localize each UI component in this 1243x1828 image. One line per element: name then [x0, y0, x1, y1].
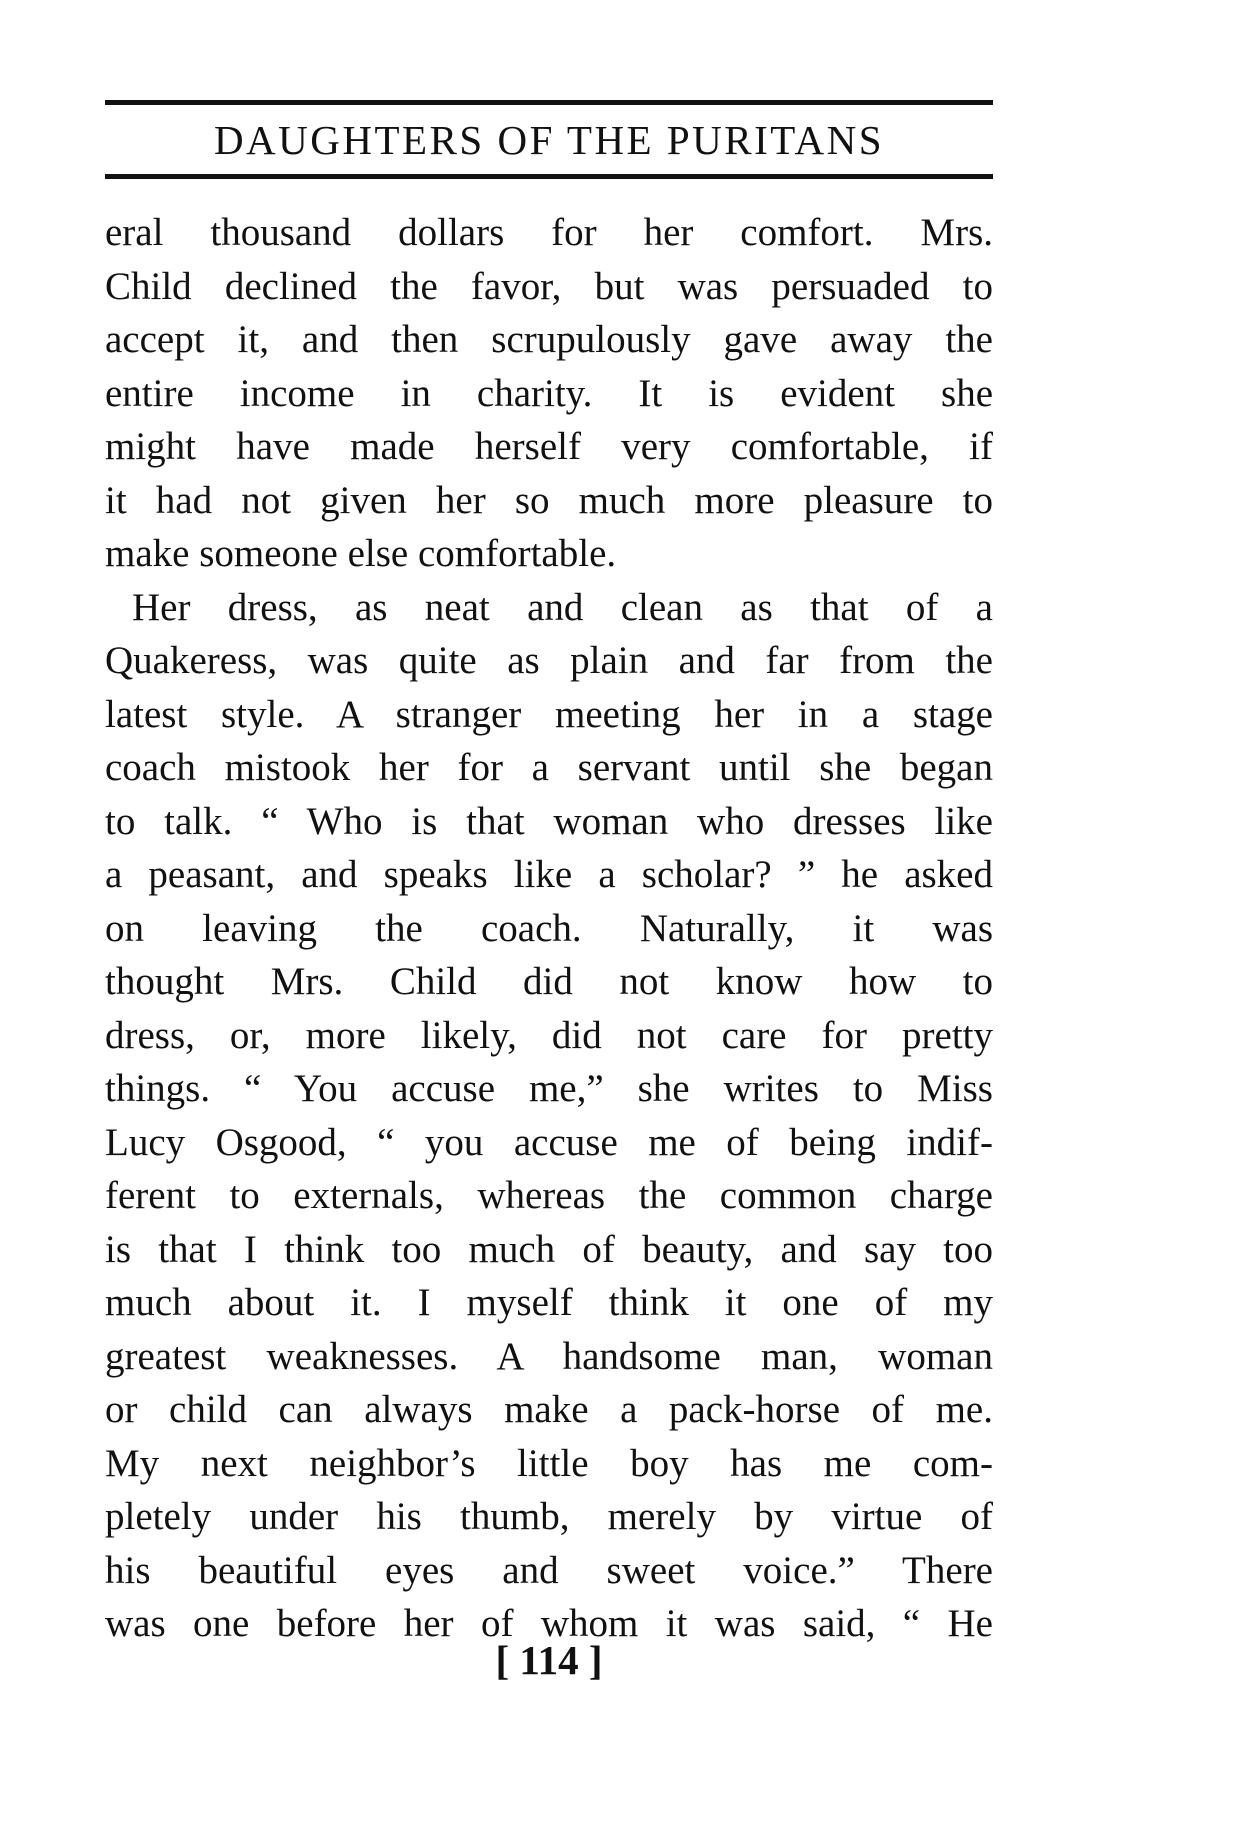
text-line: make someone else comfortable.: [105, 532, 617, 575]
body-text: [105, 206, 993, 1651]
text-line: Quakeress, was quite as plain and far from the: [105, 639, 993, 682]
text-line: might have made herself very comfortable, if: [105, 425, 993, 468]
text-line: on leaving the coach. Naturally, it was: [105, 906, 993, 950]
text-line: it had not given her so much more pleasure to: [105, 478, 993, 522]
text-line: Her dress, as neat and clean as that of a: [132, 585, 993, 629]
running-head: DAUGHTERS OF THE PURITANS: [213, 117, 885, 163]
text-line: Child declined the favor, but was persuaded to: [105, 264, 993, 308]
text-line: was one before her of whom it was said, “ He: [105, 1602, 993, 1645]
text-line: eral thousand dollars for her comfort. Mrs.: [105, 211, 993, 254]
page-number: [ 114 ]: [495, 1637, 603, 1683]
paragraph-2: [105, 581, 993, 1651]
text-line: or child can always make a pack-horse of me.: [105, 1388, 993, 1431]
text-line: thought Mrs. Child did not know how to: [105, 960, 993, 1003]
text-line: his beautiful eyes and sweet voice.” There: [105, 1548, 993, 1592]
text-line: coach mistook her for a servant until she began: [105, 746, 993, 789]
text-line: things. “ You accuse me,” she writes to Miss: [105, 1067, 993, 1110]
text-line: My next neighbor’s little boy has me com-: [105, 1441, 993, 1485]
text-line: much about it. I myself think it one of my: [105, 1281, 993, 1324]
text-line: Lucy Osgood, “ you accuse me of being indif-: [105, 1120, 993, 1164]
paragraph-1: [105, 206, 993, 581]
text-line: latest style. A stranger meeting her in a stage: [105, 692, 993, 736]
text-line: ferent to externals, whereas the common charge: [105, 1174, 993, 1217]
text-line: dress, or, more likely, did not care for pretty: [105, 1013, 993, 1057]
text-line: entire income in charity. It is evident she: [105, 371, 993, 415]
header-rule-bottom: [105, 174, 993, 179]
text-line: to talk. “ Who is that woman who dresses like: [105, 799, 993, 843]
text-line: a peasant, and speaks like a scholar? ” he asked: [105, 853, 993, 896]
header-rule-top: [105, 100, 993, 105]
text-line: pletely under his thumb, merely by virtue of: [105, 1495, 993, 1538]
text-line: greatest weaknesses. A handsome man, woman: [105, 1334, 993, 1378]
text-line: accept it, and then scrupulously gave away the: [105, 318, 993, 361]
text-line: is that I think too much of beauty, and say too: [105, 1227, 993, 1271]
